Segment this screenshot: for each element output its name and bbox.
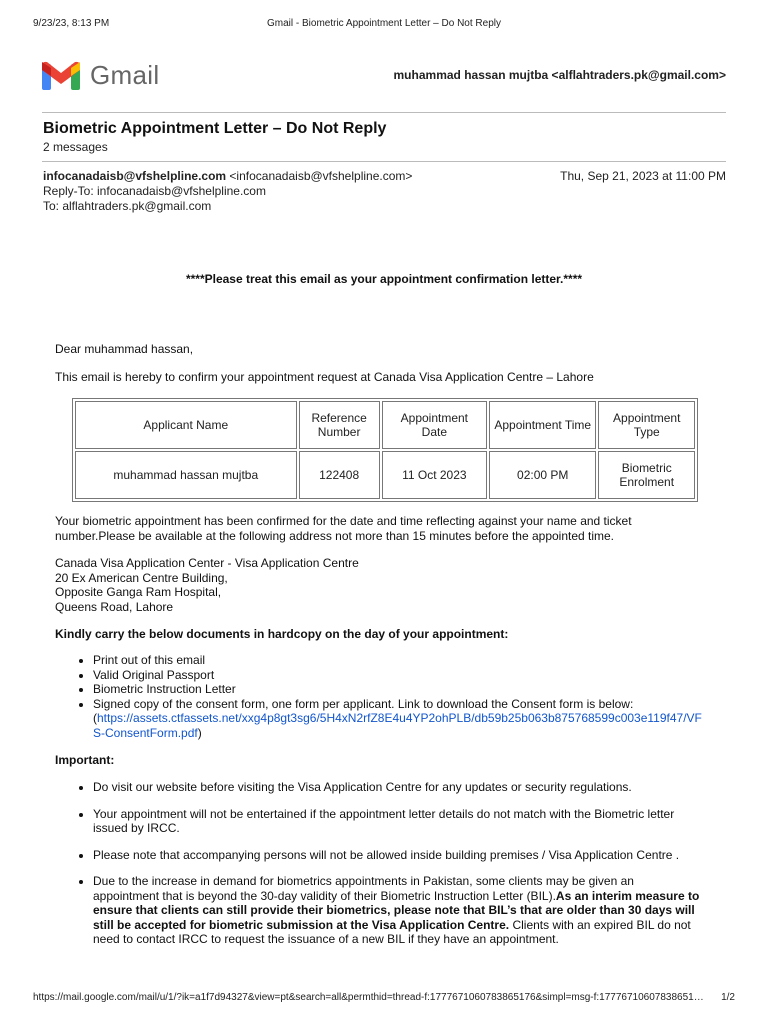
message-count: 2 messages (43, 140, 108, 154)
important-list (55, 780, 703, 959)
bil-note-bold: As an interim measure to ensure that clients can still provide their biometrics, please note that BIL’s that are older than 30 days will still be accepted for biometric submission at the Visa Application Centre. (93, 888, 700, 932)
address-line: 20 Ex American Centre Building, (55, 570, 228, 585)
vac-address (55, 556, 703, 614)
sent-date: Thu, Sep 21, 2023 at 11:00 PM (560, 169, 726, 183)
sender-address: <infocanadaisb@vfshelpline.com> (229, 169, 413, 183)
table-header: Applicant Name (75, 401, 297, 449)
list-item: • Please note that accompanying persons will not be allowed inside building premises / Visa Application Centre . (93, 848, 703, 863)
important-heading: Important: (55, 753, 115, 767)
appointment-table (72, 398, 698, 502)
gmail-logo-icon (42, 60, 80, 90)
table-header: Appointment Type (598, 401, 695, 449)
table-row (75, 451, 695, 499)
sender-email: infocanadaisb@vfshelpline.com (43, 169, 227, 183)
consent-text: Signed copy of the consent form, one form per applicant. Link to download the Consent form is below: (93, 696, 634, 711)
table-cell: 11 Oct 2023 (382, 451, 487, 499)
gmail-logo (42, 58, 159, 92)
list-item: • Biometric Instruction Letter (93, 682, 703, 697)
page-number: 1/2 (721, 992, 735, 1003)
thread-subject: Biometric Appointment Letter – Do Not Reply (43, 120, 387, 137)
address-line: Canada Visa Application Center - Visa Application Centre (55, 556, 359, 570)
account-name: muhammad hassan mujtba <alflahtraders.pk@gmail.com> (393, 68, 726, 82)
table-cell: 02:00 PM (489, 451, 596, 499)
list-item: • Valid Original Passport (93, 668, 703, 683)
list-item: • Signed copy of the consent form, one form per applicant. Link to download the Consent form is below: (https://assets.ctfassets.net/xxg4p8gt3sg6/5H4xN2rfZ8E4u4YP2ohPLB/db59b25b063b875768599c003e119f47/VFS-ConsentForm.pdf) (93, 697, 703, 741)
documents-list (55, 653, 703, 740)
intro-text: This email is hereby to confirm your appointment request at Canada Visa Application Centre – Lahore (55, 370, 594, 384)
bil-note-end: Clients with an expired BIL do not need to contact IRCC to request the issuance of a new BIL if they have an appointment. (93, 917, 691, 946)
print-datetime: 9/23/23, 8:13 PM (33, 18, 110, 29)
confirmation-notice: ****Please treat this email as your appointment confirmation letter.**** (185, 272, 583, 286)
print-url: https://mail.google.com/mail/u/1/?ik=a1f7d94327&view=pt&search=all&permthid=thread-f:1777671060783865176&simpl=msg-f:17776710607838651… (33, 992, 704, 1003)
divider (42, 112, 726, 113)
reply-to: Reply-To: infocanadaisb@vfshelpline.com (43, 184, 266, 198)
print-header (33, 18, 735, 32)
address-line: Queens Road, Lahore (55, 599, 174, 614)
print-footer (33, 992, 735, 1006)
address-line: Opposite Ganga Ram Hospital, (55, 585, 222, 599)
list-item: • Do visit our website before visiting the Visa Application Centre for any updates or security regulations. (93, 780, 703, 795)
print-title: Gmail - Biometric Appointment Letter – Do Not Reply (267, 18, 501, 29)
confirmation-text: Your biometric appointment has been confirmed for the date and time reflecting against your name and ticket number.Please be available at the following address not more than 15 minutes before the appointed time. (55, 514, 632, 543)
gmail-wordmark: Gmail (90, 59, 160, 90)
greeting: Dear muhammad hassan, (55, 342, 194, 356)
documents-heading: Kindly carry the below documents in hardcopy on the day of your appointment: (55, 627, 509, 641)
divider (42, 161, 726, 162)
table-header: Appointment Time (489, 401, 596, 449)
table-cell: 122408 (299, 451, 380, 499)
list-item: • Your appointment will not be entertained if the appointment letter details do not match with the Biometric letter issued by IRCC. (93, 807, 703, 836)
table-cell: Biometric Enrolment (598, 451, 695, 499)
bil-note: Due to the increase in demand for biometrics appointments in Pakistan, some clients may be given an appointment that is beyond the 30-day validity of their Biometric Instruction Letter (BIL). (93, 874, 634, 903)
consent-form-link[interactable]: https://assets.ctfassets.net/xxg4p8gt3sg6/5H4xN2rfZ8E4u4YP2ohPLB/db59b25b063b875768599c003e119f47/VFS-ConsentForm.pdf (93, 711, 702, 740)
table-header-row (75, 401, 695, 449)
recipient: To: alflahtraders.pk@gmail.com (43, 199, 212, 213)
sender (43, 169, 412, 183)
table-header: Appointment Date (382, 401, 487, 449)
table-cell: muhammad hassan mujtba (75, 451, 297, 499)
table-header: Reference Number (299, 401, 380, 449)
list-item: • Print out of this email (93, 653, 703, 668)
list-item (93, 874, 703, 947)
